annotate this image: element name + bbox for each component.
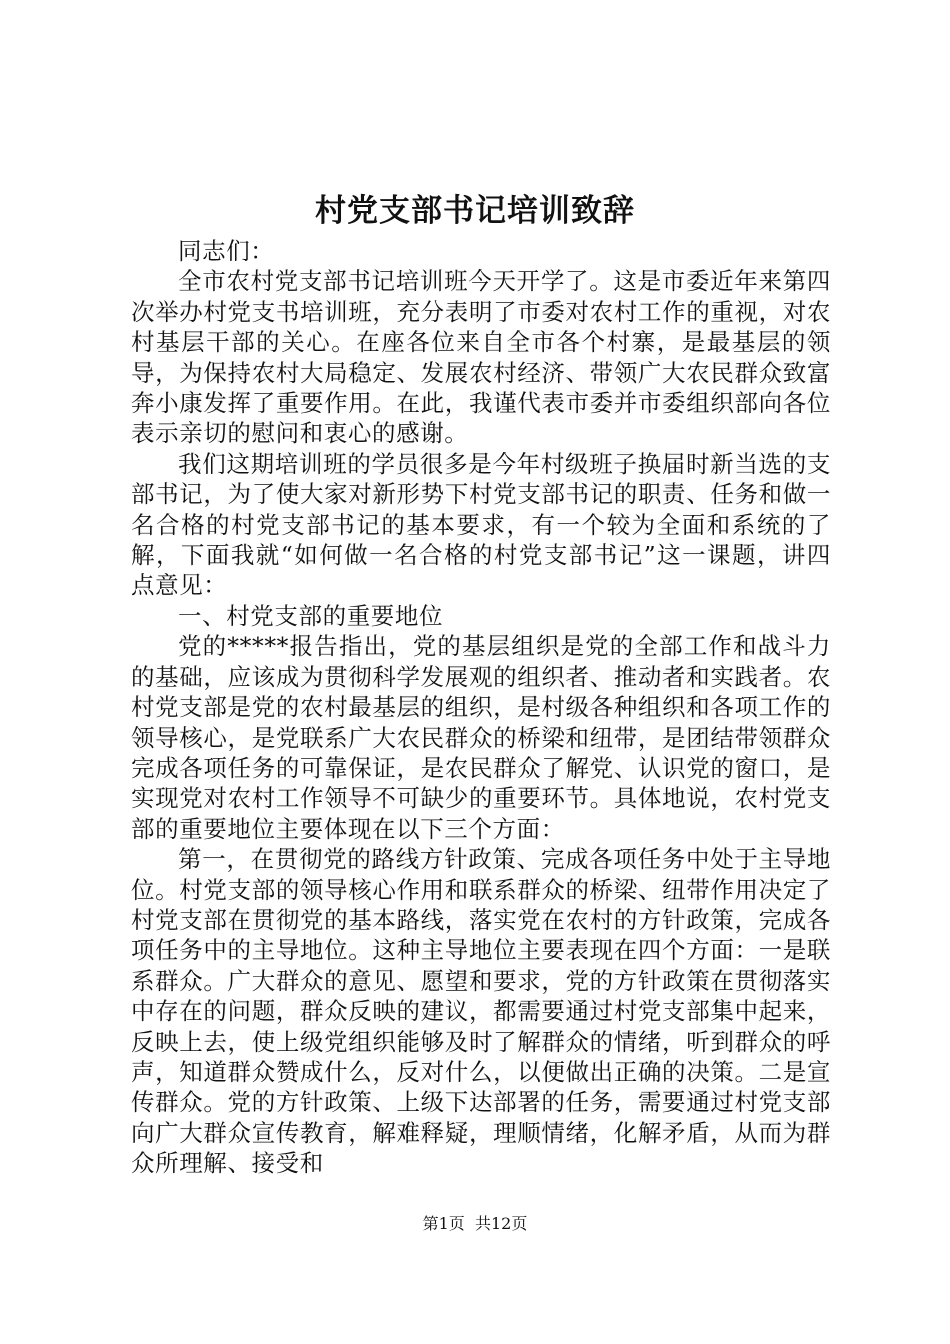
document-title: 村党支部书记培训致辞	[315, 193, 635, 229]
salutation: 同志们：	[178, 237, 275, 265]
paragraph-opening: 全市农村党支部书记培训班今天开学了。这是市委近年来第四次举办村党支书培训班，充分表明了市委对农村工作的重视，对农村基层干部的关心。在座各位来自全市各个村寨，是最基层的领导，为保持农村大局稳定、发展农村经济、带领广大农民群众致富奔小康发挥了重要作用。在此，我谨代表市委并市委组织部向各位表示亲切的慰问和衷心的感谢。	[131, 267, 831, 448]
page-total: 共12页	[474, 1214, 528, 1233]
document-body	[131, 236, 831, 1179]
paragraph-section-one: 党的*****报告指出，党的基层组织是党的全部工作和战斗力的基础，应该成为贯彻科学发展观的组织者、推动者和实践者。农村党支部是党的农村最基层的组织，是村级各种组织和各项工作的领导核心，是党联系广大农民群众的桥梁和纽带，是团结带领群众完成各项任务的可靠保证，是农民群众了解党、认识党的窗口，是实现党对农村工作领导不可缺少的重要环节。具体地说，农村党支部的重要地位主要体现在以下三个方面：	[131, 632, 831, 843]
paragraph-point-one: 第一，在贯彻党的路线方针政策、完成各项任务中处于主导地位。村党支部的领导核心作用和联系群众的桥梁、纽带作用决定了村党支部在贯彻党的基本路线，落实党在农村的方针政策，完成各项任务中的主导地位。这种主导地位主要表现在四个方面：一是联系群众。广大群众的意见、愿望和要求，党的方针政策在贯彻落实中存在的问题，群众反映的建议，都需要通过村党支部集中起来，反映上去，使上级党组织能够及时了解群众的情绪，听到群众的呼声，知道群众赞成什么，反对什么，以便做出正确的决策。二是宣传群众。党的方针政策、上级下达部署的任务，需要通过村党支部向广大群众宣传教育，解难释疑，理顺情绪，化解矛盾，从而为群众所理解、接受和	[131, 845, 831, 1178]
section-heading: 一、村党支部的重要地位	[178, 601, 444, 630]
page-footer	[0, 1212, 950, 1236]
page-number: 第1页	[422, 1214, 465, 1233]
paragraph-introduction: 我们这期培训班的学员很多是今年村级班子换届时新当选的支部书记，为了使大家对新形势下村党支部书记的职责、任务和做一名合格的村党支部书记的基本要求，有一个较为全面和系统的了解，下面我就“如何做一名合格的村党支部书记”这一课题，讲四点意见：	[131, 449, 831, 600]
